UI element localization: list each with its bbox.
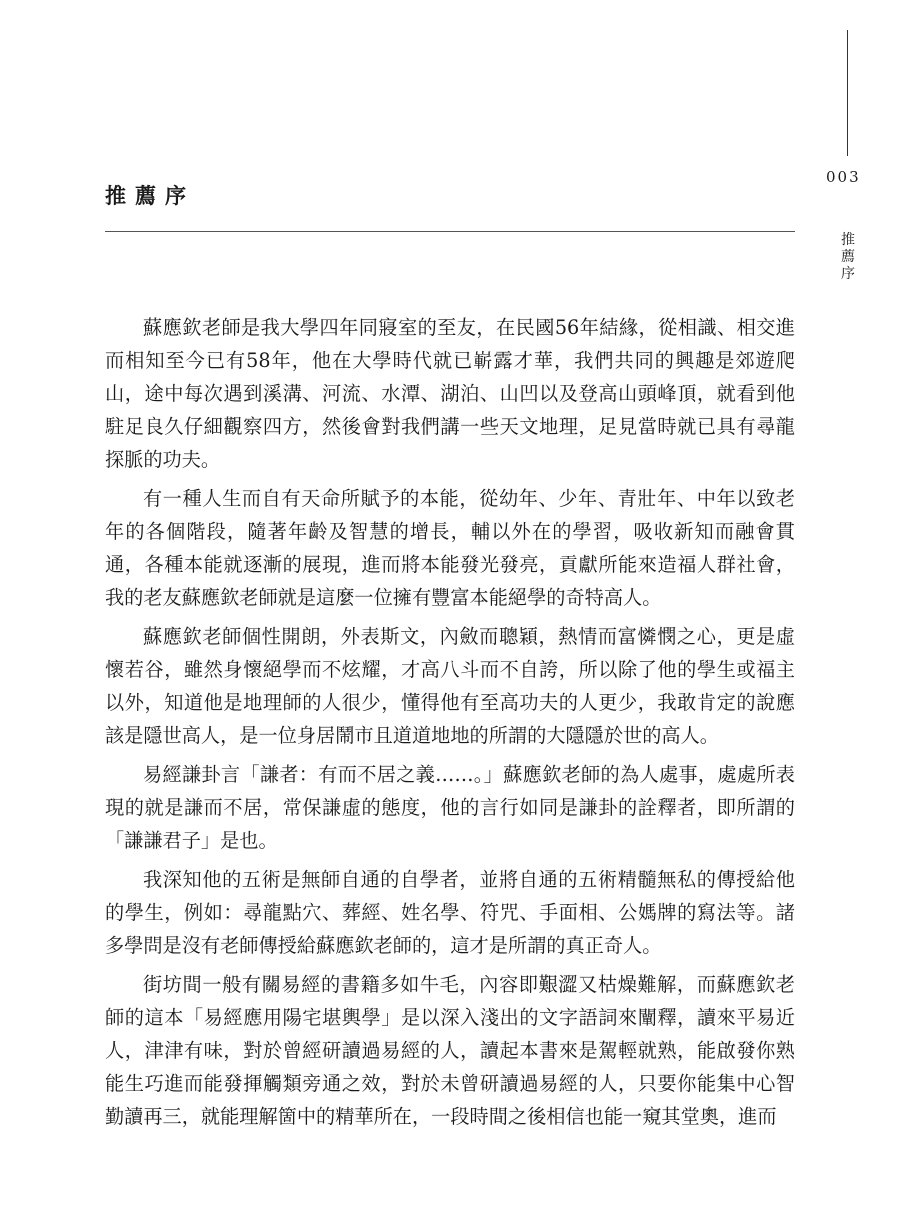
margin-rule (847, 30, 848, 156)
page-number: 003 (826, 168, 861, 186)
body-text (105, 311, 795, 1156)
paragraph: 我深知他的五術是無師自通的自學者，並將自通的五術精髓無私的傳授給他的學生，例如：尋龍點穴、葬經、姓名學、符咒、手面相、公媽牌的寫法等。諸多學問是沒有老師傳授給蘇應欽老師的，這才是所謂的真正奇人。 (105, 868, 795, 957)
paragraph: 有一種人生而自有天命所賦予的本能，從幼年、少年、青壯年、中年以致老年的各個階段，隨著年齡及智慧的增長，輔以外在的學習，吸收新知而融會貫通，各種本能就逐漸的展現，進而將本能發光發亮，貢獻所能來造福人群社會，我的老友蘇應欽老師就是這麼一位擁有豐富本能絕學的奇特高人。 (105, 487, 795, 609)
running-section-label: 推薦序 (841, 232, 855, 282)
paragraph: 街坊間一般有關易經的書籍多如牛毛，內容即艱澀又枯燥難解，而蘇應欽老師的這本「易經應用陽宅堪輿學」是以深入淺出的文字語詞來闡釋，讀來平易近人，津津有味，對於曾經研讀過易經的人，讀起本書來是駕輕就熟，能啟發你熟能生巧進而能發揮觸類旁通之效，對於未曾研讀過易經的人，只要你能集中心智勤讀再三，就能理解箇中的精華所在，一段時間之後相信也能一窺其堂奧，進而 (105, 973, 795, 1128)
paragraph: 易經謙卦言「謙者：有而不居之義……。」蘇應欽老師的為人處事，處處所表現的就是謙而不居，常保謙虛的態度，他的言行如同是謙卦的詮釋者，即所謂的「謙謙君子」是也。 (105, 763, 795, 852)
title-divider (105, 231, 795, 232)
section-title: 推薦序 (105, 183, 195, 208)
paragraph: 蘇應欽老師個性開朗，外表斯文，內斂而聰穎，熱情而富憐憫之心，更是虛懷若谷，雖然身懷絕學而不炫耀，才高八斗而不自誇，所以除了他的學生或福主以外，知道他是地理師的人很少，懂得他有至高功夫的人更少，我敢肯定的說應該是隱世高人，是一位身居鬧市且道道地地的所謂的大隱隱於世的高人。 (105, 625, 795, 747)
paragraph: 蘇應欽老師是我大學四年同寢室的至友，在民國56年結緣，從相識、相交進而相知至今已有58年，他在大學時代就已嶄露才華，我們共同的興趣是郊遊爬山，途中每次遇到溪溝、河流、水潭、湖泊、山凹以及登高山頭峰頂，就看到他駐足良久仔細觀察四方，然後會對我們講一些天文地理，足見當時就已具有尋龍探脈的功夫。 (105, 316, 795, 471)
